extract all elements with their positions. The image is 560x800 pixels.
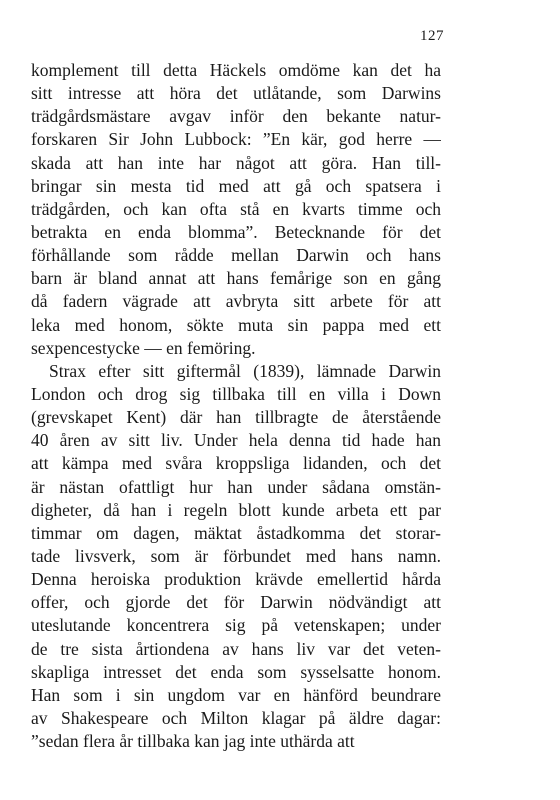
text-line: ”sedan flera år tillbaka kan jag inte uthärda att — [31, 731, 355, 752]
text-line: Han som i sin ungdom var en hänförd beundrare — [31, 684, 441, 705]
text-line: betrakta en enda blomma”. Betecknande för det — [31, 221, 441, 242]
text-line: att kämpa med svåra kroppsliga lidanden, och det — [31, 453, 441, 474]
text-line: 40 åren av sitt liv. Under hela denna tid hade han — [31, 430, 441, 451]
body-text — [31, 59, 441, 753]
text-line: offer, och gjorde det för Darwin nödvändigt att — [31, 592, 441, 613]
text-line: skada att han inte har något att göra. Han till- — [31, 152, 441, 173]
text-line: av Shakespeare och Milton klagar på äldre dagar: — [31, 707, 441, 728]
text-line: tade livsverk, som är förbundet med hans namn. — [31, 545, 441, 566]
text-line: är nästan ofattligt hur han under sådana omstän- — [31, 476, 441, 497]
text-line: timmar om dagen, mäktat åstadkomma det storar- — [31, 522, 441, 543]
text-line: de tre sista årtiondena av hans liv var det veten- — [31, 638, 441, 659]
text-line: forskaren Sir John Lubbock: ”En kär, god herre — — [31, 129, 441, 150]
text-line: sexpencestycke — en femöring. — [31, 337, 256, 358]
text-line: då fadern vägrade att avbryta sitt arbete för att — [31, 291, 441, 312]
text-line: trädgårdsmästare avgav inför den bekante natur- — [31, 106, 441, 127]
text-line: London och drog sig tillbaka till en villa i Down — [31, 383, 441, 404]
text-line: förhållande som rådde mellan Darwin och hans — [31, 245, 441, 266]
text-line: digheter, då han i regeln blott kunde arbeta ett par — [31, 499, 441, 520]
text-line: komplement till detta Häckels omdöme kan det ha — [31, 60, 441, 80]
text-line: trädgården, och kan ofta stå en kvarts timme och — [31, 198, 441, 219]
text-line: bringar sin mesta tid med att gå och spatsera i — [31, 175, 441, 196]
text-line: (grevskapet Kent) där han tillbragte de återstående — [31, 407, 441, 428]
text-line: uteslutande koncentrera sig på vetenskapen; under — [31, 615, 441, 636]
text-line: skapliga intresset det enda som sysselsatte honom. — [31, 661, 441, 682]
page-number: 127 — [420, 28, 444, 44]
text-line: leka med honom, sökte muta sin pappa med ett — [31, 314, 441, 335]
text-line: sitt intresse att höra det utlåtande, som Darwins — [31, 83, 441, 104]
text-line: barn är bland annat att hans femårige son en gång — [31, 268, 441, 289]
text-line: Denna heroiska produktion krävde emellertid hårda — [31, 569, 441, 590]
text-line: Strax efter sitt giftermål (1839), lämnade Darwin — [49, 360, 441, 381]
